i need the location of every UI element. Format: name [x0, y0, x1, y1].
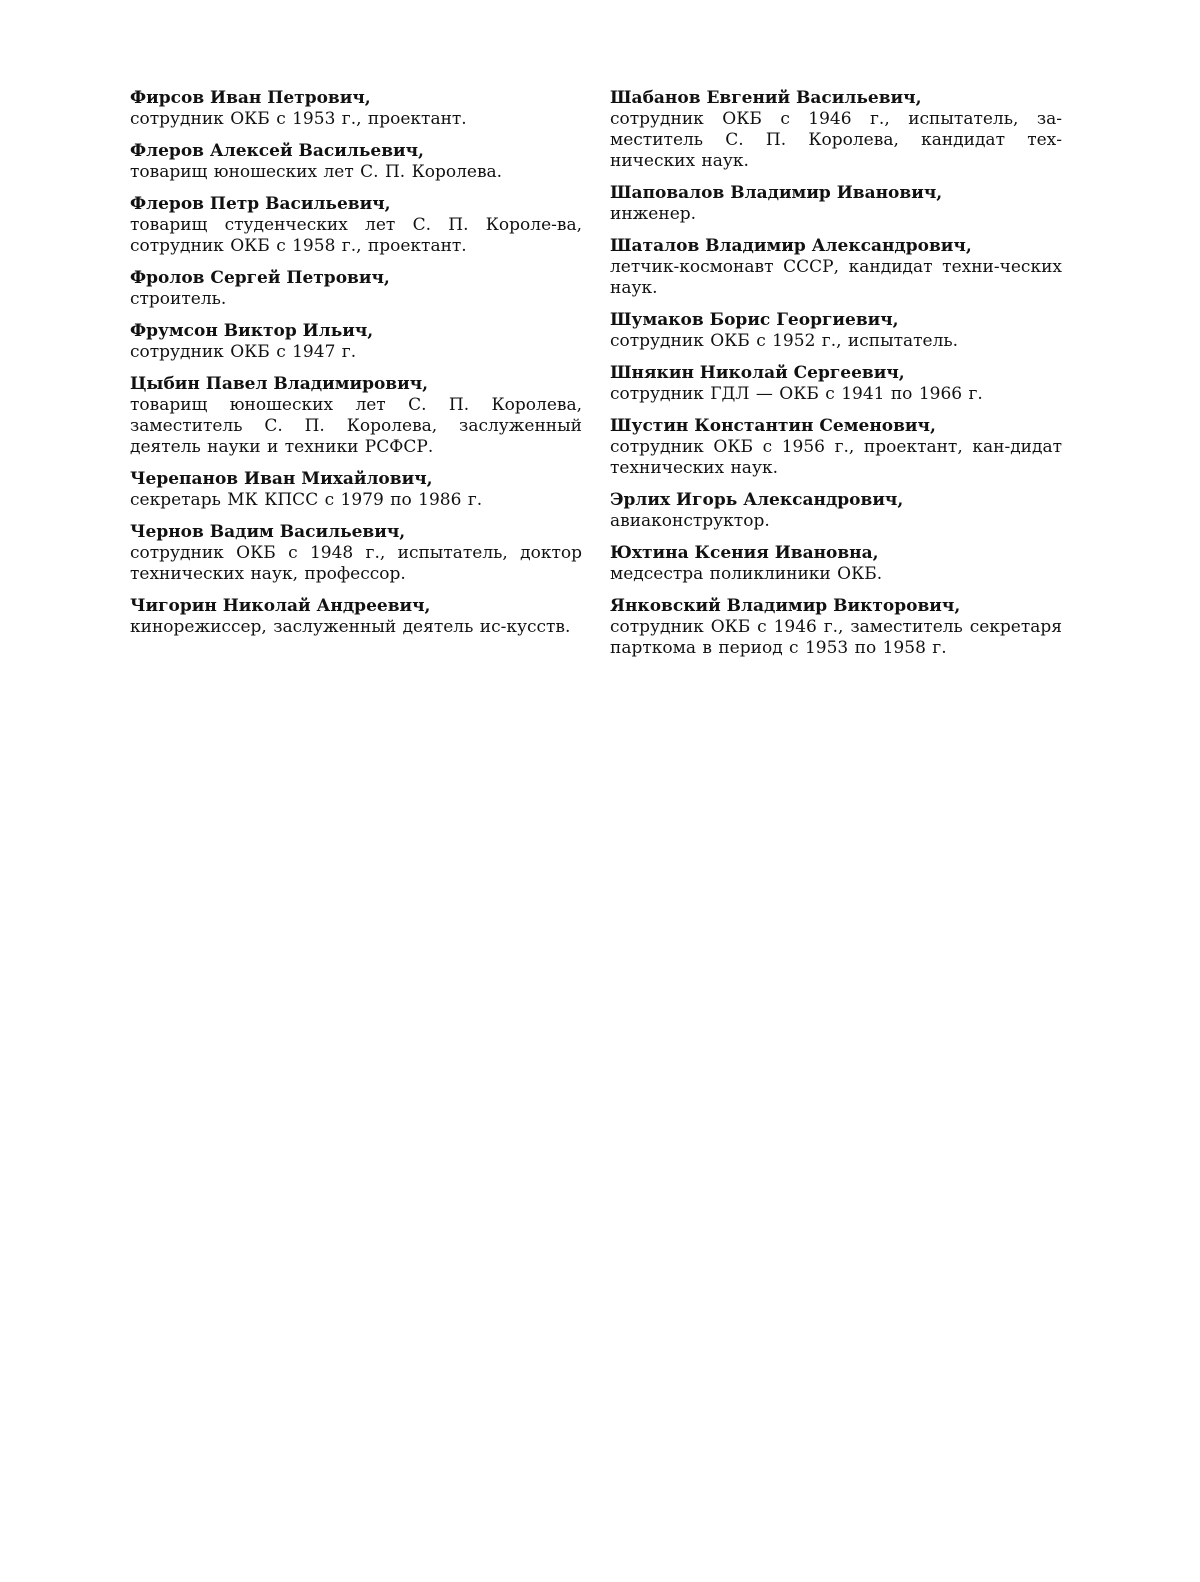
entry-description: сотрудник ОКБ с 1947 г.	[130, 342, 357, 362]
entry-name: Юхтина Ксения Ивановна,	[610, 543, 879, 563]
entry-name: Фрумсон Виктор Ильич,	[130, 321, 374, 341]
entry-name: Шаповалов Владимир Иванович,	[610, 183, 943, 203]
entry	[610, 236, 1062, 299]
entry	[610, 363, 1062, 405]
entry-name: Фирсов Иван Петрович,	[130, 88, 371, 108]
entry-name: Флеров Алексей Васильевич,	[130, 141, 424, 161]
entry-name: Чернов Вадим Васильевич,	[130, 522, 406, 542]
entry	[130, 194, 582, 257]
entry-description: сотрудник ОКБ с 1952 г., испытатель.	[610, 331, 959, 351]
entry	[130, 88, 582, 130]
entry-name: Фролов Сергей Петрович,	[130, 268, 390, 288]
entry-description: товарищ юношеских лет С. П. Королева, заместитель С. П. Королева, заслуженный деятель науки и техники РСФСР.	[130, 395, 582, 457]
entry-description: сотрудник ОКБ с 1946 г., испытатель, за-меститель С. П. Королева, кандидат тех-нических наук.	[610, 109, 1062, 171]
entry	[130, 596, 582, 638]
entry	[610, 596, 1062, 659]
entry	[610, 310, 1062, 352]
entry-name: Флеров Петр Васильевич,	[130, 194, 391, 214]
entry	[610, 88, 1062, 172]
entry	[130, 141, 582, 183]
entry	[610, 490, 1062, 532]
entry	[610, 543, 1062, 585]
entry-description: сотрудник ОКБ с 1946 г., заместитель секретаря парткома в период с 1953 по 1958 г.	[610, 617, 1062, 658]
entry-description: летчик-космонавт СССР, кандидат техни-ческих наук.	[610, 257, 1062, 298]
entry-name: Черепанов Иван Михайлович,	[130, 469, 433, 489]
right-column	[610, 88, 1062, 670]
entry-description: авиаконструктор.	[610, 511, 770, 531]
entry-description: товарищ юношеских лет С. П. Королева.	[130, 162, 503, 182]
entry	[610, 416, 1062, 479]
left-column	[130, 88, 582, 649]
entry-description: сотрудник ОКБ с 1956 г., проектант, кан-дидат технических наук.	[610, 437, 1062, 478]
entry	[130, 374, 582, 458]
entry-description: медсестра поликлиники ОКБ.	[610, 564, 883, 584]
entry-name: Шустин Константин Семенович,	[610, 416, 936, 436]
entry-description: сотрудник ОКБ с 1948 г., испытатель, доктор технических наук, профессор.	[130, 543, 582, 584]
entry	[130, 522, 582, 585]
entry-description: сотрудник ОКБ с 1953 г., проектант.	[130, 109, 467, 129]
entry-name: Янковский Владимир Викторович,	[610, 596, 961, 616]
entry	[130, 469, 582, 511]
entry-description: строитель.	[130, 289, 227, 309]
entry-name: Шумаков Борис Георгиевич,	[610, 310, 899, 330]
entry-name: Шабанов Евгений Васильевич,	[610, 88, 922, 108]
entry-description: сотрудник ГДЛ — ОКБ с 1941 по 1966 г.	[610, 384, 983, 404]
entry-name: Эрлих Игорь Александрович,	[610, 490, 904, 510]
entry	[610, 183, 1062, 225]
entry-description: секретарь МК КПСС с 1979 по 1986 г.	[130, 490, 483, 510]
entry-name: Цыбин Павел Владимирович,	[130, 374, 429, 394]
entry-description: товарищ студенческих лет С. П. Короле-ва, сотрудник ОКБ с 1958 г., проектант.	[130, 215, 582, 256]
entry	[130, 268, 582, 310]
entry-name: Шнякин Николай Сергеевич,	[610, 363, 905, 383]
entry-name: Шаталов Владимир Александрович,	[610, 236, 972, 256]
entry-description: инженер.	[610, 204, 697, 224]
entry-name: Чигорин Николай Андреевич,	[130, 596, 431, 616]
entry-description: кинорежиссер, заслуженный деятель ис-кусств.	[130, 617, 571, 637]
entry	[130, 321, 582, 363]
